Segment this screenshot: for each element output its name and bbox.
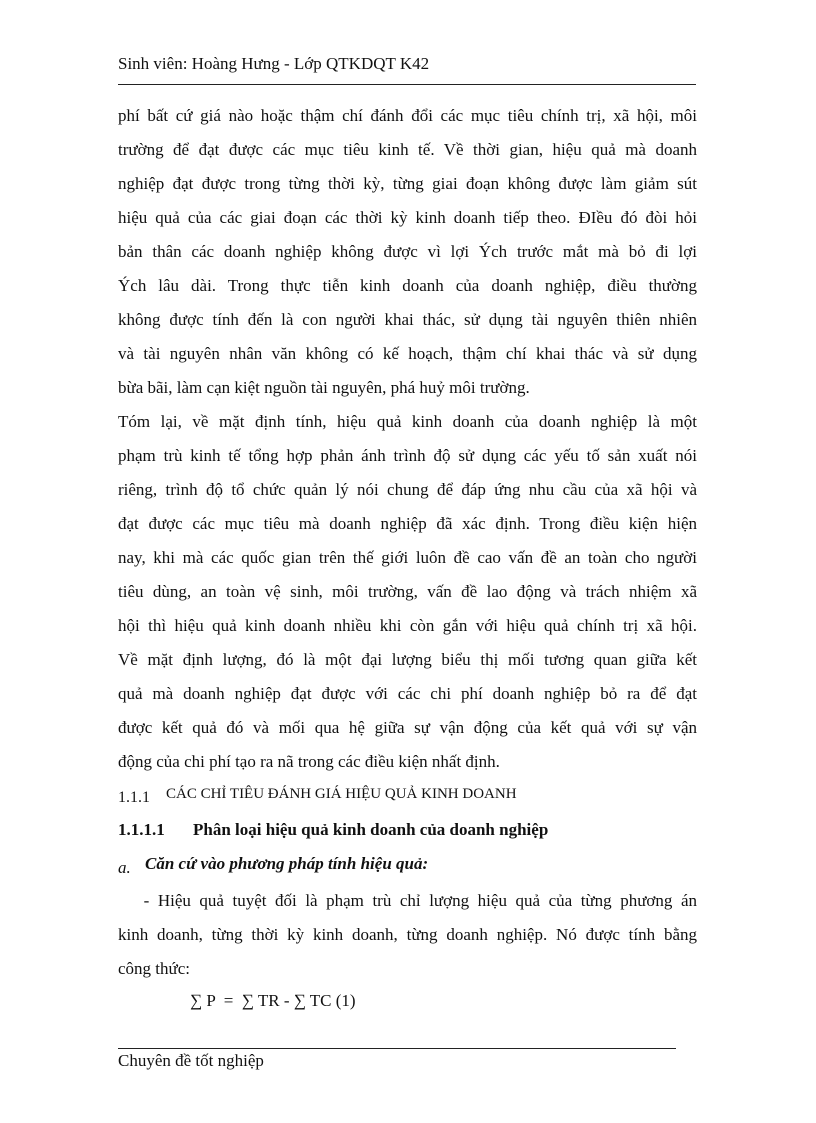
text-line: Về mặt định lượng, đó là một đại lượng biểu thị mối tương quan giữa kết xyxy=(118,650,697,669)
text-line: động của chi phí tạo ra nã trong các điều kiện nhất định. xyxy=(118,752,500,771)
text-line: hiệu quả của các giai đoạn các thời kỳ kinh doanh tiếp theo. ĐIều đó đòi hỏi xyxy=(118,208,697,227)
text-line: tiêu dùng, an toàn vệ sinh, môi trường, vấn đề lao động và trách nhiệm xã xyxy=(118,582,697,601)
text-line: Ých lâu dài. Trong thực tiễn kinh doanh của doanh nghiệp, điều thường xyxy=(118,276,697,295)
heading-section-1-1-1 xyxy=(118,786,517,807)
text-line: - Hiệu quả tuyệt đối là phạm trù chỉ lượng hiệu quả của từng phương án xyxy=(118,891,697,910)
text-line: bừa bãi, làm cạn kiệt nguồn tài nguyên, phá huỷ môi trường. xyxy=(118,378,530,397)
body-text xyxy=(118,99,697,779)
subsection-title: Căn cứ vào phương pháp tính hiệu quả: xyxy=(145,854,429,873)
text-line: quả mà doanh nghiệp đạt được với các chi phí doanh nghiệp bỏ ra để đạt xyxy=(118,684,697,703)
footer-divider xyxy=(118,1048,676,1049)
paragraph-3 xyxy=(118,884,697,986)
text-line: kinh doanh, từng thời kỳ kinh doanh, từng doanh nghiệp. Nó được tính bằng xyxy=(118,925,697,944)
subsection-letter: a. xyxy=(118,858,131,877)
heading-section-1-1-1-1 xyxy=(118,820,548,840)
heading-subsection-a xyxy=(118,854,428,878)
text-line: trường để đạt được các mục tiêu kinh tế. Về thời gian, hiệu quả mà doanh xyxy=(118,140,697,159)
text-line: được kết quả đó và mối qua hệ giữa sự vận động của kết quả với sự vận xyxy=(118,718,697,737)
formula-equation: ∑ P = ∑ TR - ∑ TC (1) xyxy=(190,991,356,1010)
text-line: bản thân các doanh nghiệp không được vì lợi Ých trước mắt mà bỏ đi lợi xyxy=(118,242,697,261)
text-line: nay, khi mà các quốc gian trên thế giới luôn đề cao vấn đề an toàn cho người xyxy=(118,548,697,567)
paragraph-1 xyxy=(118,99,697,405)
text-line: phạm trù kinh tế tổng hợp phản ánh trình độ sử dụng các yếu tố sản xuất nói xyxy=(118,446,697,465)
section-number: 1.1.1 xyxy=(118,789,150,806)
text-line: Tóm lại, về mặt định tính, hiệu quả kinh doanh của doanh nghiệp là một xyxy=(118,412,697,431)
text-line: đạt được các mục tiêu mà doanh nghiệp đã xác định. Trong điều kiện hiện xyxy=(118,514,697,533)
text-line: công thức: xyxy=(118,959,191,978)
section-number: 1.1.1.1 xyxy=(118,820,165,839)
section-title: CÁC CHỈ TIÊU ĐÁNH GIÁ HIỆU QUẢ KINH DOANH xyxy=(166,786,517,802)
text-line: phí bất cứ giá nào hoặc thậm chí đánh đổi các mục tiêu chính trị, xã hội, môi xyxy=(118,106,697,125)
header-divider xyxy=(118,84,696,85)
text-line: hội thì hiệu quả kinh doanh nhiều khi còn gắn với hiệu quả chính trị xã hội. xyxy=(118,616,697,635)
section-title: Phân loại hiệu quả kinh doanh của doanh nghiệp xyxy=(193,820,549,839)
paragraph-2 xyxy=(118,405,697,779)
text-line: không được tính đến là con người khai thác, sử dụng tài nguyên thiên nhiên xyxy=(118,310,697,329)
text-line: riêng, trình độ tổ chức quản lý nói chung để đáp ứng nhu cầu của xã hội và xyxy=(118,480,697,499)
page-header: Sinh viên: Hoàng Hưng - Lớp QTKDQT K42 xyxy=(118,54,430,73)
text-line: nghiệp đạt được trong từng thời kỳ, từng giai đoạn không được làm giảm sút xyxy=(118,174,697,193)
text-line: và tài nguyên nhân văn không có kế hoạch, thậm chí khai thác và sử dụng xyxy=(118,344,697,363)
page-footer: Chuyên đề tốt nghiệp xyxy=(118,1051,264,1070)
